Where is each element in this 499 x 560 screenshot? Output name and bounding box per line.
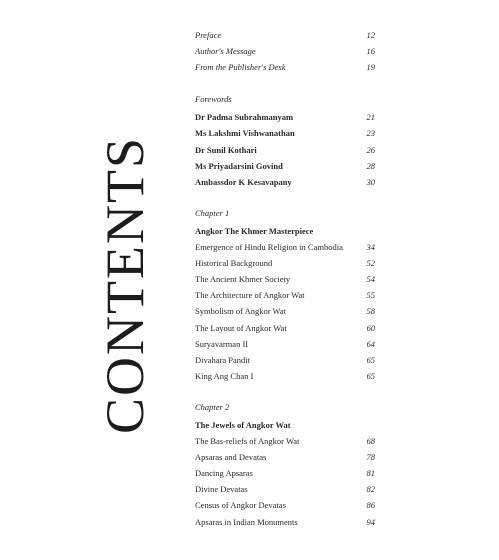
toc-entry-foreword[interactable] <box>195 109 375 125</box>
front-matter-section <box>195 27 375 75</box>
toc-entry[interactable] <box>195 239 375 255</box>
toc-entry-page: 65 <box>366 370 375 381</box>
toc-entry-page: 94 <box>366 516 375 527</box>
toc-entry-foreword[interactable] <box>195 174 375 190</box>
toc-entry-label: Ms Lakshmi Vishwanathan <box>195 128 295 139</box>
toc-entry-page: 65 <box>366 354 375 365</box>
toc-entry-page: 82 <box>366 484 375 495</box>
toc-entry[interactable] <box>195 255 375 271</box>
toc-entry-authors-message[interactable] <box>195 43 375 59</box>
toc-entry-label: Divine Devatas <box>195 484 248 495</box>
toc-entry-publishers-desk[interactable] <box>195 59 375 75</box>
toc-entry-label: Historical Background <box>195 258 273 269</box>
toc-entry-label: Emergence of Hindu Religion in Cambodia <box>195 242 343 253</box>
toc-entry[interactable] <box>195 352 375 368</box>
toc-entry-page: 64 <box>366 338 375 349</box>
toc-entry-page: 54 <box>366 274 375 285</box>
toc-entry-label: The Layout of Angkor Wat <box>195 322 287 333</box>
toc-entry[interactable] <box>195 465 375 481</box>
toc-entry-label: Divahara Pandit <box>195 354 250 365</box>
toc-entry-label: Dr Padma Subrahmanyam <box>195 112 294 123</box>
toc-entry[interactable] <box>195 433 375 449</box>
toc-entry[interactable] <box>195 449 375 465</box>
toc-entry-label: Symbolism of Angkor Wat <box>195 306 287 317</box>
toc-entry[interactable] <box>195 481 375 497</box>
chapter-2-section <box>195 399 375 530</box>
chapter-1-section <box>195 205 375 384</box>
toc-entry-foreword[interactable] <box>195 158 375 174</box>
toc-entry[interactable] <box>195 271 375 287</box>
toc-entry-label: Dr Sunil Kothari <box>195 144 257 155</box>
chapter-2-title: The Jewels of Angkor Wat <box>195 419 291 430</box>
forewords-section <box>195 91 375 190</box>
toc-entry-page: 34 <box>366 242 375 253</box>
toc-entry-page: 60 <box>366 322 375 333</box>
toc-entry-foreword[interactable] <box>195 125 375 141</box>
chapter-1-heading: Chapter 1 <box>195 207 230 218</box>
toc-entry[interactable] <box>195 368 375 384</box>
toc-entry-page: 68 <box>366 436 375 447</box>
contents-title-text: CONTENTS <box>95 136 155 434</box>
toc-entry-label: Preface <box>195 30 222 40</box>
toc-entry[interactable] <box>195 320 375 336</box>
contents-title <box>65 136 185 434</box>
toc-entry-label: The Ancient Khmer Society <box>195 274 291 285</box>
toc-entry-page: 19 <box>366 62 375 73</box>
toc-entry-label: King Ang Chan I <box>195 370 254 381</box>
toc-entry[interactable] <box>195 497 375 513</box>
toc-entry-page: 86 <box>366 500 375 511</box>
toc-entry-page: 55 <box>366 290 375 301</box>
toc-entry[interactable] <box>195 514 375 530</box>
toc-entry-label: Author's Message <box>195 46 256 57</box>
toc-entry-page: 81 <box>366 468 375 479</box>
toc-entry-page: 23 <box>366 128 375 139</box>
toc-entry-page: 78 <box>366 452 375 463</box>
toc-entry-label: Ambassdor K Kesavapany <box>195 176 292 187</box>
toc-entry-label: Dancing Apsaras <box>195 468 253 479</box>
toc-entry-page: 58 <box>366 306 375 317</box>
toc-entry-page: 16 <box>366 46 375 57</box>
table-of-contents <box>195 27 375 545</box>
toc-entry-label: From the Publisher's Desk <box>195 62 286 73</box>
toc-entry[interactable] <box>195 303 375 319</box>
toc-entry-page: 30 <box>366 176 375 187</box>
forewords-heading: Forewords <box>195 94 232 105</box>
toc-entry-label: Ms Priyadarsini Govind <box>195 160 283 171</box>
toc-entry[interactable] <box>195 287 375 303</box>
toc-entry-label: Suryavarman II <box>195 338 249 349</box>
chapter-1-title: Angkor The Khmer Masterpiece <box>195 225 314 236</box>
toc-entry[interactable] <box>195 336 375 352</box>
toc-entry-page: 28 <box>366 160 375 171</box>
toc-entry-preface[interactable] <box>195 27 375 43</box>
toc-entry-page: 12 <box>366 30 375 40</box>
toc-entry-label: Apsaras and Devatas <box>195 452 267 463</box>
toc-entry-foreword[interactable] <box>195 142 375 158</box>
toc-entry-label: The Bas-reliefs of Angkor Wat <box>195 436 300 447</box>
toc-entry-label: Apsaras in Indian Monuments <box>195 516 298 527</box>
toc-entry-label: The Architecture of Angkor Wat <box>195 290 305 301</box>
chapter-2-heading: Chapter 2 <box>195 401 230 412</box>
toc-entry-page: 21 <box>366 112 375 123</box>
toc-entry-page: 26 <box>366 144 375 155</box>
toc-entry-page: 52 <box>366 258 375 269</box>
toc-entry-label: Census of Angkor Devatas <box>195 500 286 511</box>
